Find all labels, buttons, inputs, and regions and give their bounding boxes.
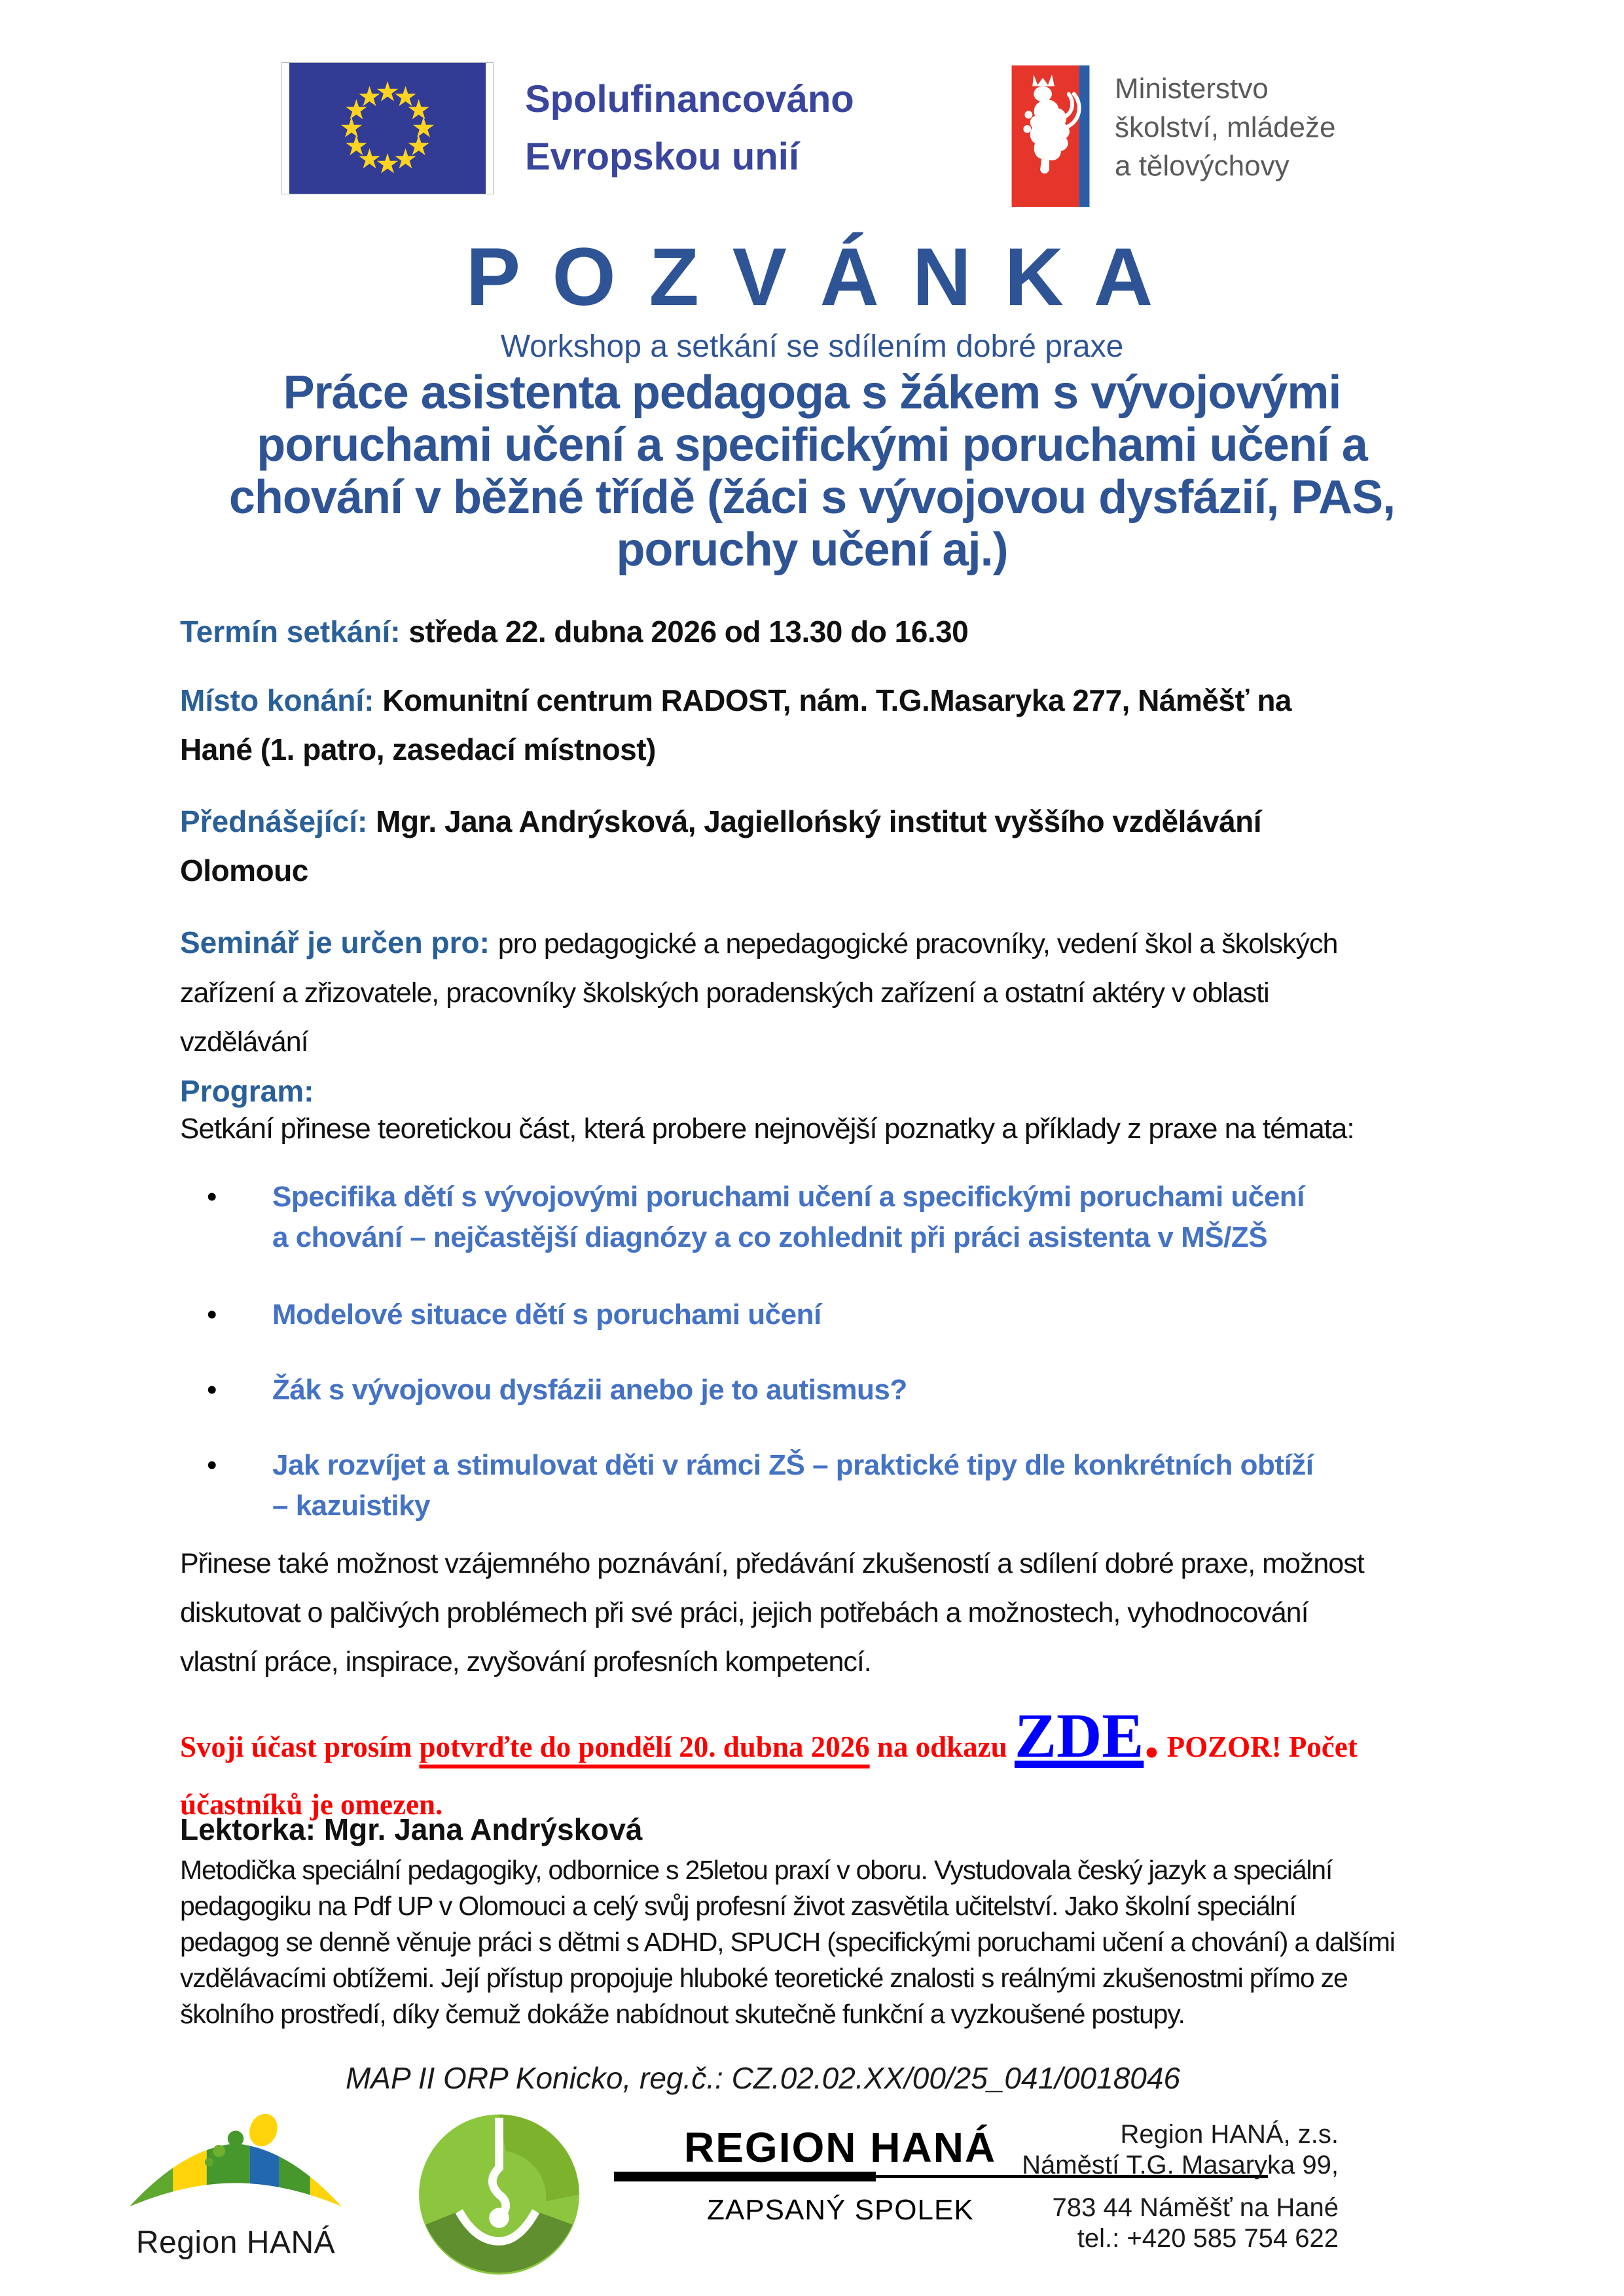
lecturer-bio-line: Metodička speciální pedagogiky, odbornice s 25letou praxí v oboru. Vystudovala český jazyk a speciální bbox=[180, 1855, 1333, 1885]
footer-org-name: REGION HANÁ bbox=[684, 2124, 997, 2171]
event-heading-line: Práce asistenta pedagoga s žákem s vývojovými bbox=[283, 367, 1341, 419]
venue-label: Místo konání: bbox=[180, 683, 374, 717]
rsvp-notice bbox=[180, 1699, 1358, 1825]
bullet-text-line: Jak rozvíjet a stimulovat děti v rámci ZŠ – praktické tipy dle konkrétních obtíží bbox=[272, 1449, 1314, 1481]
bullet-marker-icon: • bbox=[207, 1181, 217, 1213]
rsvp-warning-line2: účastníků je omezen. bbox=[180, 1788, 443, 1821]
bullet-text-line: Žák s vývojovou dysfázii anebo je to autismus? bbox=[272, 1374, 907, 1406]
bullet-text-line: Modelové situace dětí s poruchami učení bbox=[272, 1299, 821, 1331]
rsvp-warning: POZOR! Počet bbox=[1159, 1731, 1358, 1763]
program-bullet-item bbox=[207, 1295, 1313, 1335]
event-heading-line: chování v běžné třídě (žáci s vývojovou dysfázií, PAS, bbox=[228, 471, 1396, 524]
benefits-line: Přinese také možnost vzájemného poznávání, předávání zkušeností a sdílení dobré praxe, možnost bbox=[180, 1548, 1364, 1579]
audience-value-line2: zařízení a zřizovatele, pracovníky školských poradenských zařízení a ostatní aktéry v oblasti bbox=[180, 977, 1269, 1009]
benefits-paragraph bbox=[180, 1539, 1364, 1687]
ministry-line1: Ministerstvo bbox=[1115, 73, 1269, 105]
venue-row bbox=[180, 676, 1291, 774]
speaker-row bbox=[180, 797, 1261, 895]
czech-lion-icon bbox=[1011, 65, 1090, 208]
venue-value-line2: Hané (1. patro, zasedací místnost) bbox=[180, 732, 656, 766]
project-registration: MAP II ORP Konicko, reg.č.: CZ.02.02.XX/00/25_041/0018046 bbox=[345, 2061, 1181, 2095]
eu-cofunded-logo bbox=[281, 62, 854, 194]
eu-logo-line2: Evropskou unií bbox=[525, 135, 799, 178]
bullet-text-line: a chování – nejčastější diagnózy a co zohlednit při práci asistenta v MŠ/ZŠ bbox=[272, 1221, 1268, 1253]
eu-logo-line1: Spolufinancováno bbox=[525, 78, 854, 120]
lecturer-bio-line: školního prostředí, díky čemuž dokáže nabídnout skutečně funkční a vyzkoušené postupy. bbox=[180, 1999, 1185, 2029]
audience-value-line3: vzdělávání bbox=[180, 1026, 308, 1058]
benefits-line: vlastní práce, inspirace, zvyšování profesních kompetencí. bbox=[180, 1646, 871, 1677]
footer-address-line: 783 44 Náměšť na Hané bbox=[1052, 2193, 1339, 2222]
rsvp-text: Svoji účast prosím bbox=[180, 1731, 420, 1763]
ministry-line3: a tělovýchovy bbox=[1115, 150, 1290, 182]
region-hana-logo bbox=[124, 2114, 347, 2261]
footer-org-subtitle: ZAPSANÝ SPOLEK bbox=[707, 2194, 974, 2226]
footer-address-top bbox=[1022, 2119, 1339, 2181]
bullet-marker-icon: • bbox=[207, 1299, 217, 1331]
bullet-text-line: Specifika dětí s vývojovými poruchami učení a specifickými poruchami učení bbox=[272, 1181, 1305, 1213]
rsvp-text: na odkazu bbox=[869, 1731, 1015, 1763]
program-bullet-item bbox=[207, 1370, 1313, 1410]
program-intro: Setkání přinese teoretickou část, která probere nejnovější poznatky a příklady z praxe na témata: bbox=[180, 1113, 1354, 1145]
page-title: P O Z V Á N K A bbox=[465, 232, 1159, 323]
page-subtitle: Workshop a setkání se sdílením dobré praxe bbox=[500, 329, 1124, 364]
speaker-value-line2: Olomouc bbox=[180, 853, 308, 888]
audience-value-line1: pro pedagogické a nepedagogické pracovníky, vedení škol a školských bbox=[497, 928, 1338, 960]
footer-address-line: Náměstí T.G. Masaryka 99, bbox=[1022, 2151, 1339, 2179]
event-date-row bbox=[180, 607, 968, 656]
program-bullet-list bbox=[207, 1177, 1313, 1526]
date-label: Termín setkání: bbox=[180, 615, 401, 649]
footer-address-line: Region HANÁ, z.s. bbox=[1120, 2120, 1339, 2149]
rsvp-link-period: . bbox=[1144, 1700, 1160, 1770]
lecturer-bio bbox=[180, 1852, 1395, 2032]
rsvp-link[interactable]: ZDE bbox=[1014, 1700, 1144, 1770]
ministry-line2: školství, mládeže bbox=[1115, 111, 1336, 143]
audience-label: Seminář je určen pro: bbox=[180, 925, 490, 960]
lecturer-bio-line: vzdělávacími obtížemi. Její přístup propojuje hluboké teoretické znalosti s reálnými zkušenostmi přímo ze bbox=[180, 1963, 1348, 1993]
ministry-logo bbox=[1011, 65, 1335, 208]
program-bullet-item bbox=[207, 1445, 1313, 1526]
venue-value-line1: Komunitní centrum RADOST, nám. T.G.Masaryka 277, Náměšť na bbox=[382, 683, 1292, 717]
program-label: Program: bbox=[180, 1074, 314, 1108]
footer-address-line: tel.: +420 585 754 622 bbox=[1077, 2224, 1339, 2253]
audience-row bbox=[180, 918, 1337, 1067]
region-hana-hill-icon bbox=[124, 2114, 347, 2219]
date-value: středa 22. dubna 2026 od 13.30 do 16.30 bbox=[408, 615, 969, 649]
footer-address-bottom bbox=[1053, 2193, 1339, 2254]
event-heading-line: poruchami učení a specifickými poruchami učení a bbox=[257, 419, 1367, 471]
bullet-text-line: – kazuistiky bbox=[272, 1490, 431, 1522]
region-hana-logo-text: Region HANÁ bbox=[135, 2225, 336, 2260]
program-bullet-item bbox=[207, 1177, 1313, 1258]
lecturer-bio-line: pedagogiku na Pdf UP v Olomouci a celý svůj profesní život zasvětila učitelství. Jako školní speciální bbox=[180, 1891, 1296, 1921]
bullet-marker-icon: • bbox=[207, 1374, 217, 1406]
lecturer-heading: Lektorka: Mgr. Jana Andrýsková bbox=[180, 1812, 643, 1846]
bullet-marker-icon: • bbox=[207, 1449, 217, 1481]
event-heading-line: poruchy učení aj.) bbox=[616, 524, 1008, 576]
rsvp-deadline: potvrďte do pondělí 20. dubna 2026 bbox=[419, 1731, 870, 1763]
mas-region-hana-circle-icon bbox=[416, 2109, 583, 2280]
speaker-value-line1: Mgr. Jana Andrýsková, Jagiellońský institut vyššího vzdělávání bbox=[376, 804, 1262, 838]
event-heading bbox=[0, 367, 1624, 576]
eu-flag-icon bbox=[281, 62, 494, 194]
footer-divider-bar bbox=[614, 2172, 876, 2181]
benefits-line: diskutovat o palčivých problémech při své práci, jejich potřebách a možnostech, vyhodnocování bbox=[180, 1597, 1308, 1628]
lecturer-bio-line: pedagog se denně věnuje práci s dětmi s ADHD, SPUCH (specifickými poruchami učení a chování) a dalšími bbox=[180, 1927, 1395, 1957]
speaker-label: Přednášející: bbox=[180, 804, 368, 838]
